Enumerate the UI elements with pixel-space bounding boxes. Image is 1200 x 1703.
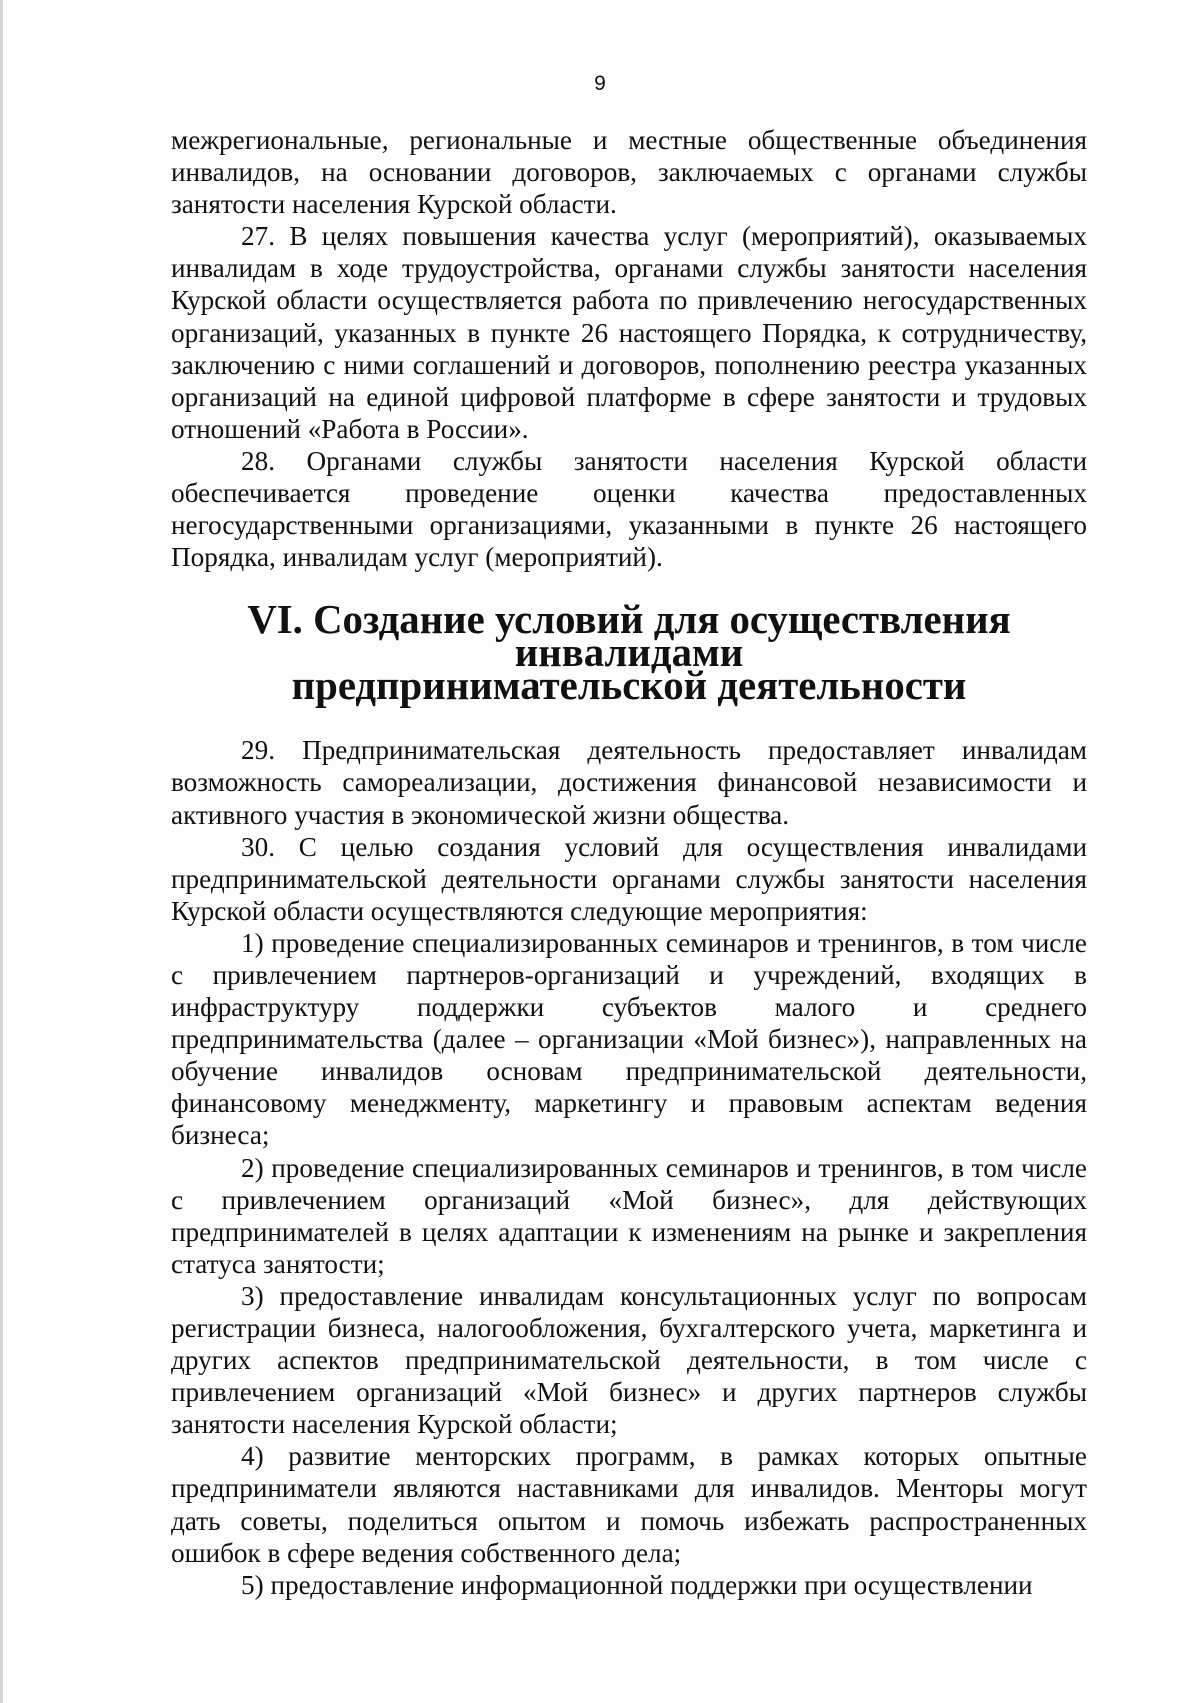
document-body — [171, 124, 1087, 1601]
scan-edge — [0, 0, 3, 1703]
paragraph-30: 30. С целью создания условий для осуществления инвалидами предпринимательской деятельности органами службы занятости населения Курской области осуществляются следующие мероприятия: — [171, 831, 1087, 926]
list-item-2: 2) проведение специализированных семинаров и тренингов, в том числе с привлечением организаций «Мой бизнес», для действующих предпринимателей в целях адаптации к изменениям на рынке и закрепления статуса занятости; — [171, 1152, 1087, 1279]
paragraph-29: 29. Предпринимательская деятельность предоставляет инвалидам возможность самореализации, достижения финансовой независимости и активного участия в экономической жизни общества. — [171, 735, 1087, 830]
section-heading — [171, 597, 1087, 709]
list-item-1: 1) проведение специализированных семинаров и тренингов, в том числе с привлечением партнеров-организаций и учреждений, входящих в инфраструктуру поддержки субъектов малого и среднего предпринимательства (далее – организации «Мой бизнес»), направленных на обучение инвалидов основам предпринимательской деятельности, финансовому менеджменту, маркетингу и правовым аспектам ведения бизнеса; — [171, 927, 1087, 1151]
section-heading-line-1: VI. Создание условий для осуществления инвалидами — [247, 597, 1011, 676]
paragraph-28: 28. Органами службы занятости населения Курской области обеспечивается проведение оценки качества предоставленных негосударственными организациями, указанными в пункте 26 настоящего Порядка, инвалидам услуг (мероприятий). — [171, 445, 1087, 573]
list-item-3: 3) предоставление инвалидам консультационных услуг по вопросам регистрации бизнеса, налогообложения, бухгалтерского учета, маркетинга и других аспектов предпринимательской деятельности, в том числе с привлечением организаций «Мой бизнес» и других партнеров службы занятости населения Курской области; — [171, 1280, 1087, 1440]
page-number: 9 — [594, 72, 606, 95]
paragraph-27: 27. В целях повышения качества услуг (мероприятий), оказываемых инвалидам в ходе трудоустройства, органами службы занятости населения Курской области осуществляется работа по привлечению негосударственных организаций, указанных в пункте 26 настоящего Порядка, к сотрудничеству, заключению с ними соглашений и договоров, пополнению реестра указанных организаций на единой цифровой платформе в сфере занятости и трудовых отношений «Работа в России». — [171, 221, 1087, 444]
list-item-5: 5) предоставление информационной поддержки при осуществлении — [241, 1569, 1033, 1600]
paragraph-continuation: межрегиональные, региональные и местные общественные объединения инвалидов, на основании договоров, заключаемых с органами службы занятости населения Курской области. — [171, 125, 1087, 220]
list-item-4: 4) развитие менторских программ, в рамках которых опытные предприниматели являются наставниками для инвалидов. Менторы могут дать советы, поделиться опытом и помочь избежать распространенных ошибок в сфере ведения собственного дела; — [171, 1441, 1087, 1568]
section-heading-line-2: предпринимательской деятельности — [291, 663, 967, 709]
